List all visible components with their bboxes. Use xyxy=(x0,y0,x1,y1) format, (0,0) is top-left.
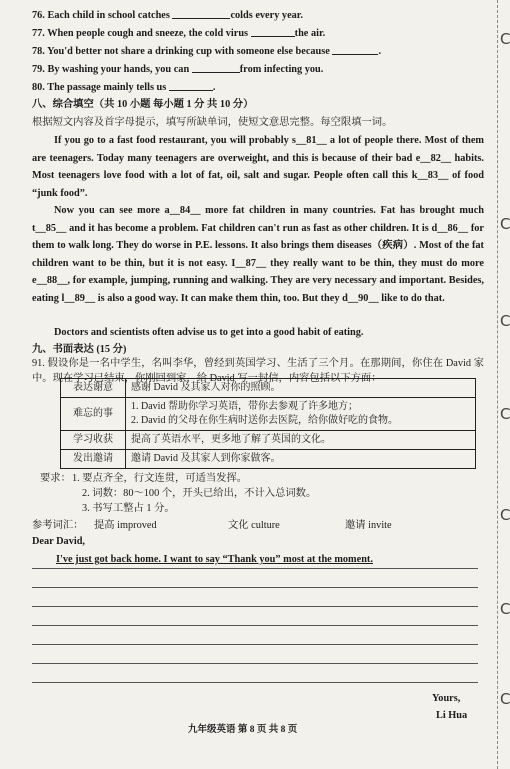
binding-mark: C xyxy=(500,600,510,618)
salutation: Dear David, xyxy=(32,536,86,547)
writing-line[interactable] xyxy=(32,682,478,683)
answer-blank[interactable] xyxy=(172,8,230,19)
section-9-title: 九、书面表达 (15 分) xyxy=(32,344,127,355)
table-row xyxy=(61,398,476,431)
closing-yours: Yours, xyxy=(432,693,461,704)
row-key: 发出邀请 xyxy=(61,450,126,469)
writing-line[interactable] xyxy=(32,663,478,664)
table-row xyxy=(61,450,476,469)
question-76: 76. Each child in school catches colds every year. xyxy=(32,10,303,21)
requirement-2: 2. 词数：80～100 个，开头已给出，不计入总词数。 xyxy=(82,488,317,499)
row-key: 表达谢意 xyxy=(61,379,126,398)
row-content: 1. David 帮助你学习英语，带你去参观了许多地方； 2. David 的父母在你生病时送你去医院，给你做好吃的食物。 xyxy=(126,398,476,431)
answer-blank[interactable] xyxy=(332,44,378,55)
answer-blank[interactable] xyxy=(192,62,240,73)
writing-points-table xyxy=(60,378,476,469)
answer-blank[interactable] xyxy=(169,80,213,91)
question-80: 80. The passage mainly tells us . xyxy=(32,82,216,93)
writing-line[interactable] xyxy=(32,568,478,569)
requirements-label: 要求： xyxy=(40,473,71,484)
letter-opening: I've just got back home. I want to say “Thank you” most at the moment. xyxy=(56,554,373,565)
closing-name: Li Hua xyxy=(436,710,468,721)
table-row xyxy=(61,431,476,450)
section-8-instruction: 根据短文内容及首字母提示，填写所缺单词，使短文意思完整。每空限填一词。 xyxy=(32,117,393,128)
table-row xyxy=(61,379,476,398)
binding-mark: C xyxy=(500,506,510,524)
writing-line[interactable] xyxy=(32,644,478,645)
requirement-3: 3. 书写工整占 1 分。 xyxy=(82,503,175,514)
row-content: 感谢 David 及其家人对你的照顾。 xyxy=(126,379,476,398)
cloze-paragraph-1: If you go to a fast food restaurant, you will probably s__81__ a lot of people there. Most of them are teenagers. Today many teenagers are overweight, and this is because of their bad e__82__ habits. Most teenagers love food with a lot of fat, oil, salt and sugar. People often call this k__83__ of food “junk food”. xyxy=(32,135,484,199)
vocab-label: 参考词汇： xyxy=(32,520,84,531)
writing-line[interactable] xyxy=(32,606,478,607)
requirement-1: 1. 要点齐全，行文连贯，可适当发挥。 xyxy=(72,473,248,484)
writing-line[interactable] xyxy=(32,587,478,588)
vocab-item: 提高 improved xyxy=(94,520,157,531)
writing-line[interactable] xyxy=(32,625,478,626)
writing-prompt: 91. 假设你是一名中学生，名叫李华，曾经到英国学习、生活了三个月。在那期间，你住在 David 家中。现在学习已结束，你刚回到家，给 David 写一封信，内容包括以下方面： xyxy=(32,358,484,384)
binding-mark: C xyxy=(500,215,510,233)
row-content: 邀请 David 及其家人到你家做客。 xyxy=(126,450,476,469)
row-key: 难忘的事 xyxy=(61,398,126,431)
section-8-title: 八、综合填空（共 10 小题 每小题 1 分 共 10 分） xyxy=(32,99,254,110)
binding-mark: C xyxy=(500,312,510,330)
row-content: 提高了英语水平，更多地了解了英国的文化。 xyxy=(126,431,476,450)
vocab-item: 邀请 invite xyxy=(345,520,392,531)
question-78: 78. You'd better not share a drinking cup with someone else because . xyxy=(32,46,382,57)
question-77: 77. When people cough and sneeze, the cold virus the air. xyxy=(32,28,326,39)
page-footer: 九年级英语 第 8 页 共 8 页 xyxy=(188,725,298,735)
binding-mark: C xyxy=(500,30,510,48)
binding-mark: C xyxy=(500,405,510,423)
cloze-paragraph-3: Doctors and scientists often advise us to get into a good habit of eating. xyxy=(54,327,364,338)
vocab-item: 文化 culture xyxy=(228,520,280,531)
binding-mark: C xyxy=(500,690,510,708)
question-79: 79. By washing your hands, you can from infecting you. xyxy=(32,64,324,75)
cloze-paragraph-2: Now you can see more a__84__ more fat children in many countries. Fat has brought much t__85__ and it has become a problem. Fat children can't run as fast as other children. It is d__86__ for them to walk long. They do worse in P.E. lessons. It also brings them diseases（疾病）. Most of the fat children want to be thin, but it is not easy. I__87__ they really want to be thin, they must do more e__88__, for example, jumping, running and walking. They are very necessary and important. Besides, eating l__89__ is also a good way. It can make them thin, too. But they d__90__ like to do that. xyxy=(32,205,484,304)
binding-line xyxy=(497,0,499,769)
row-key: 学习收获 xyxy=(61,431,126,450)
answer-blank[interactable] xyxy=(251,26,295,37)
